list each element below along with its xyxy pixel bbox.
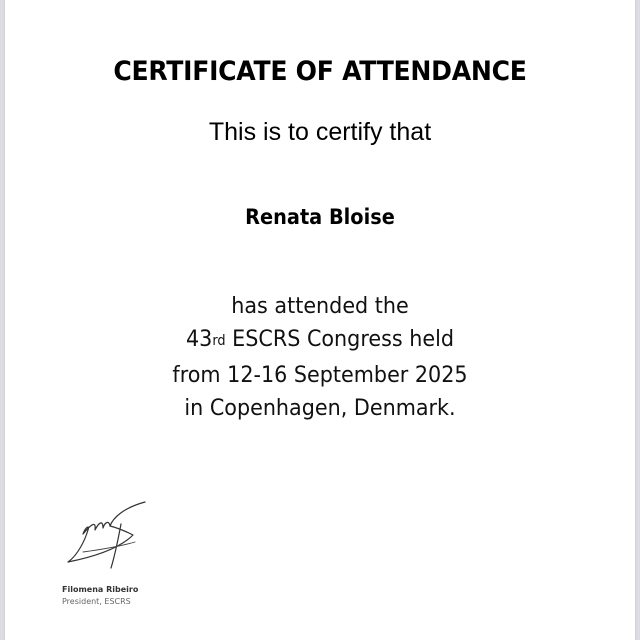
statement-line-2 bbox=[30, 323, 610, 359]
attendance-statement bbox=[30, 290, 610, 425]
congress-name: ESCRS Congress held bbox=[225, 326, 455, 352]
certificate-page bbox=[5, 0, 635, 640]
statement-line-4: in Copenhagen, Denmark. bbox=[184, 395, 456, 421]
signer-name: Filomena Ribeiro bbox=[62, 585, 139, 594]
statement-line-1: has attended the bbox=[231, 293, 409, 319]
certify-intro: This is to certify that bbox=[208, 118, 432, 146]
certificate-title: CERTIFICATE OF ATTENDANCE bbox=[113, 56, 527, 87]
statement-line-3: from 12-16 September 2025 bbox=[172, 362, 468, 388]
recipient-name: Renata Bloise bbox=[245, 205, 395, 229]
ordinal-suffix: rd bbox=[212, 333, 226, 349]
signer-role: President, ESCRS bbox=[62, 597, 131, 606]
signature-icon bbox=[63, 500, 153, 570]
congress-number: 43 bbox=[185, 326, 213, 352]
